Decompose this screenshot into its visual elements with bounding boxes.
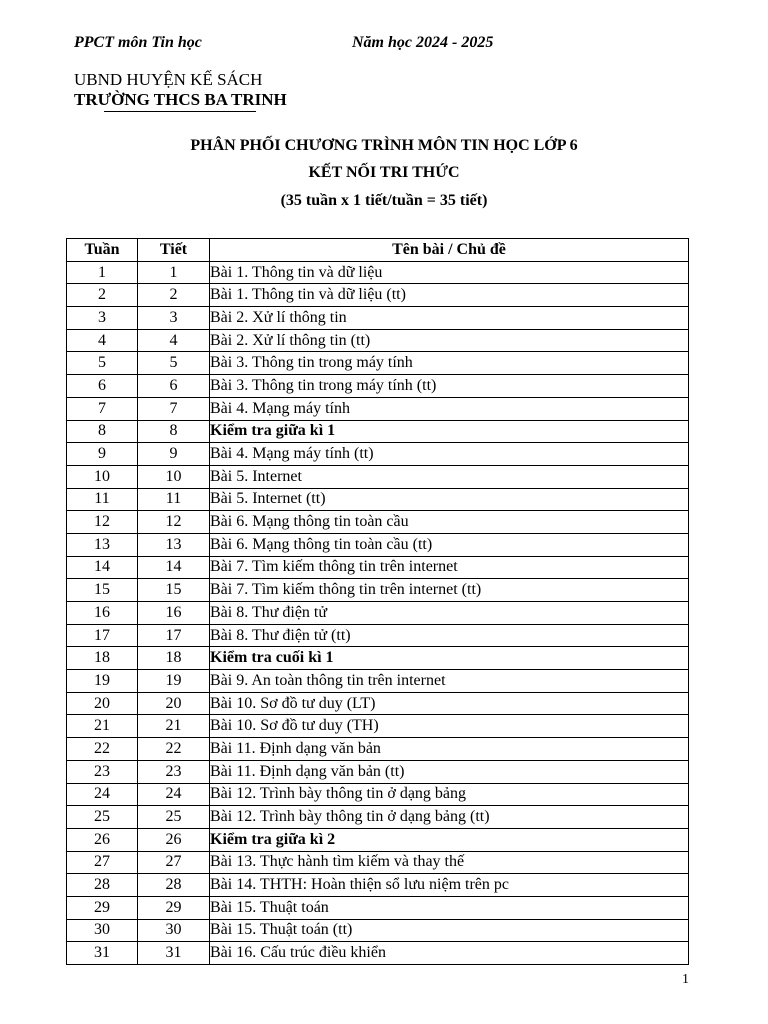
week-cell: 8 bbox=[67, 420, 138, 443]
week-cell: 23 bbox=[67, 760, 138, 783]
week-cell: 12 bbox=[67, 511, 138, 534]
lesson-title-cell: Bài 15. Thuật toán (tt) bbox=[210, 919, 689, 942]
table-row bbox=[67, 261, 689, 284]
lesson-title-cell: Bài 4. Mạng máy tính (tt) bbox=[210, 443, 689, 466]
table-row bbox=[67, 738, 689, 761]
lesson-title-cell: Bài 14. THTH: Hoàn thiện sổ lưu niệm trên pc bbox=[210, 874, 689, 897]
lesson-cell: 25 bbox=[138, 806, 210, 829]
table-row bbox=[67, 624, 689, 647]
week-cell: 5 bbox=[67, 352, 138, 375]
lesson-cell: 3 bbox=[138, 307, 210, 330]
lesson-cell: 27 bbox=[138, 851, 210, 874]
table-row bbox=[67, 307, 689, 330]
week-cell: 7 bbox=[67, 397, 138, 420]
table-row bbox=[67, 828, 689, 851]
lesson-cell: 28 bbox=[138, 874, 210, 897]
week-cell: 1 bbox=[67, 261, 138, 284]
week-cell: 2 bbox=[67, 284, 138, 307]
lesson-cell: 8 bbox=[138, 420, 210, 443]
lesson-title-cell: Bài 12. Trình bày thông tin ở dạng bảng bbox=[210, 783, 689, 806]
week-cell: 18 bbox=[67, 647, 138, 670]
table-row bbox=[67, 919, 689, 942]
column-header-week: Tuần bbox=[67, 239, 138, 262]
page-number: 1 bbox=[682, 972, 689, 987]
school-name: TRƯỜNG THCS BA TRINH bbox=[74, 90, 287, 109]
lesson-title-cell: Bài 15. Thuật toán bbox=[210, 896, 689, 919]
table-row bbox=[67, 806, 689, 829]
table-row bbox=[67, 896, 689, 919]
column-header-title: Tên bài / Chủ đề bbox=[210, 239, 689, 262]
week-cell: 28 bbox=[67, 874, 138, 897]
lesson-cell: 7 bbox=[138, 397, 210, 420]
lesson-title-cell: Bài 2. Xử lí thông tin (tt) bbox=[210, 329, 689, 352]
lesson-cell: 26 bbox=[138, 828, 210, 851]
header-subject: PPCT môn Tin học bbox=[74, 34, 202, 51]
table-row bbox=[67, 692, 689, 715]
lesson-cell: 15 bbox=[138, 579, 210, 602]
table-row bbox=[67, 942, 689, 965]
table-row bbox=[67, 533, 689, 556]
week-cell: 14 bbox=[67, 556, 138, 579]
lesson-title-cell: Bài 1. Thông tin và dữ liệu bbox=[210, 261, 689, 284]
week-cell: 31 bbox=[67, 942, 138, 965]
table-row bbox=[67, 443, 689, 466]
table-row bbox=[67, 352, 689, 375]
table-row bbox=[67, 647, 689, 670]
week-cell: 17 bbox=[67, 624, 138, 647]
lesson-title-cell: Bài 7. Tìm kiếm thông tin trên internet bbox=[210, 556, 689, 579]
week-cell: 10 bbox=[67, 465, 138, 488]
lesson-cell: 14 bbox=[138, 556, 210, 579]
lesson-cell: 10 bbox=[138, 465, 210, 488]
week-cell: 26 bbox=[67, 828, 138, 851]
lesson-title-cell: Bài 13. Thực hành tìm kiếm và thay thế bbox=[210, 851, 689, 874]
lesson-title-cell: Bài 10. Sơ đồ tư duy (TH) bbox=[210, 715, 689, 738]
week-cell: 25 bbox=[67, 806, 138, 829]
table-row bbox=[67, 715, 689, 738]
week-cell: 27 bbox=[67, 851, 138, 874]
lesson-title-cell: Bài 12. Trình bày thông tin ở dạng bảng (tt) bbox=[210, 806, 689, 829]
lesson-cell: 29 bbox=[138, 896, 210, 919]
lesson-cell: 13 bbox=[138, 533, 210, 556]
lesson-title-cell: Bài 1. Thông tin và dữ liệu (tt) bbox=[210, 284, 689, 307]
lesson-title-cell: Bài 11. Định dạng văn bản (tt) bbox=[210, 760, 689, 783]
table-row bbox=[67, 420, 689, 443]
week-cell: 11 bbox=[67, 488, 138, 511]
lesson-cell: 19 bbox=[138, 670, 210, 693]
table-row bbox=[67, 511, 689, 534]
lesson-title-cell: Bài 7. Tìm kiếm thông tin trên internet (tt) bbox=[210, 579, 689, 602]
lesson-title-cell: Bài 11. Định dạng văn bản bbox=[210, 738, 689, 761]
document-subtitle: KẾT NỐI TRI THỨC bbox=[308, 164, 460, 181]
lesson-title-cell: Bài 5. Internet (tt) bbox=[210, 488, 689, 511]
lesson-cell: 6 bbox=[138, 375, 210, 398]
lesson-cell: 4 bbox=[138, 329, 210, 352]
week-cell: 21 bbox=[67, 715, 138, 738]
curriculum-table bbox=[66, 238, 689, 965]
lesson-title-cell: Bài 9. An toàn thông tin trên internet bbox=[210, 670, 689, 693]
week-cell: 22 bbox=[67, 738, 138, 761]
table-row bbox=[67, 556, 689, 579]
week-cell: 9 bbox=[67, 443, 138, 466]
lesson-cell: 22 bbox=[138, 738, 210, 761]
table-row bbox=[67, 874, 689, 897]
table-row bbox=[67, 488, 689, 511]
week-cell: 30 bbox=[67, 919, 138, 942]
exam-title-cell: Kiểm tra cuối kì 1 bbox=[210, 647, 689, 670]
exam-title-cell: Kiểm tra giữa kì 1 bbox=[210, 420, 689, 443]
table-row bbox=[67, 375, 689, 398]
lesson-cell: 18 bbox=[138, 647, 210, 670]
week-cell: 16 bbox=[67, 602, 138, 625]
table-row bbox=[67, 579, 689, 602]
week-cell: 29 bbox=[67, 896, 138, 919]
lesson-title-cell: Bài 3. Thông tin trong máy tính (tt) bbox=[210, 375, 689, 398]
table-row bbox=[67, 760, 689, 783]
school-underline bbox=[104, 111, 256, 112]
table-row bbox=[67, 284, 689, 307]
lesson-cell: 16 bbox=[138, 602, 210, 625]
lesson-cell: 2 bbox=[138, 284, 210, 307]
week-cell: 13 bbox=[67, 533, 138, 556]
lesson-cell: 30 bbox=[138, 919, 210, 942]
lesson-cell: 11 bbox=[138, 488, 210, 511]
lesson-title-cell: Bài 8. Thư điện tử (tt) bbox=[210, 624, 689, 647]
document-schedule-note: (35 tuần x 1 tiết/tuần = 35 tiết) bbox=[280, 192, 488, 209]
lesson-title-cell: Bài 10. Sơ đồ tư duy (LT) bbox=[210, 692, 689, 715]
exam-title-cell: Kiểm tra giữa kì 2 bbox=[210, 828, 689, 851]
lesson-cell: 5 bbox=[138, 352, 210, 375]
lesson-title-cell: Bài 16. Cấu trúc điều khiển bbox=[210, 942, 689, 965]
lesson-cell: 24 bbox=[138, 783, 210, 806]
table-row bbox=[67, 602, 689, 625]
lesson-cell: 17 bbox=[138, 624, 210, 647]
lesson-cell: 1 bbox=[138, 261, 210, 284]
week-cell: 15 bbox=[67, 579, 138, 602]
header-school-year: Năm học 2024 - 2025 bbox=[352, 34, 494, 51]
table-row bbox=[67, 397, 689, 420]
district-name: UBND HUYỆN KẾ SÁCH bbox=[74, 70, 263, 89]
lesson-cell: 20 bbox=[138, 692, 210, 715]
document-title: PHÂN PHỐI CHƯƠNG TRÌNH MÔN TIN HỌC LỚP 6 bbox=[190, 137, 578, 154]
organization-block bbox=[74, 70, 287, 110]
lesson-title-cell: Bài 4. Mạng máy tính bbox=[210, 397, 689, 420]
lesson-title-cell: Bài 6. Mạng thông tin toàn cầu (tt) bbox=[210, 533, 689, 556]
table-row bbox=[67, 329, 689, 352]
lesson-cell: 23 bbox=[138, 760, 210, 783]
week-cell: 6 bbox=[67, 375, 138, 398]
week-cell: 19 bbox=[67, 670, 138, 693]
lesson-title-cell: Bài 8. Thư điện tử bbox=[210, 602, 689, 625]
lesson-title-cell: Bài 2. Xử lí thông tin bbox=[210, 307, 689, 330]
week-cell: 4 bbox=[67, 329, 138, 352]
table-row bbox=[67, 783, 689, 806]
week-cell: 24 bbox=[67, 783, 138, 806]
lesson-cell: 21 bbox=[138, 715, 210, 738]
lesson-cell: 12 bbox=[138, 511, 210, 534]
lesson-title-cell: Bài 5. Internet bbox=[210, 465, 689, 488]
column-header-lesson: Tiết bbox=[138, 239, 210, 262]
lesson-title-cell: Bài 3. Thông tin trong máy tính bbox=[210, 352, 689, 375]
week-cell: 3 bbox=[67, 307, 138, 330]
lesson-cell: 9 bbox=[138, 443, 210, 466]
lesson-title-cell: Bài 6. Mạng thông tin toàn cầu bbox=[210, 511, 689, 534]
table-row bbox=[67, 465, 689, 488]
table-header-row bbox=[67, 239, 689, 262]
lesson-cell: 31 bbox=[138, 942, 210, 965]
table-row bbox=[67, 851, 689, 874]
week-cell: 20 bbox=[67, 692, 138, 715]
table-row bbox=[67, 670, 689, 693]
